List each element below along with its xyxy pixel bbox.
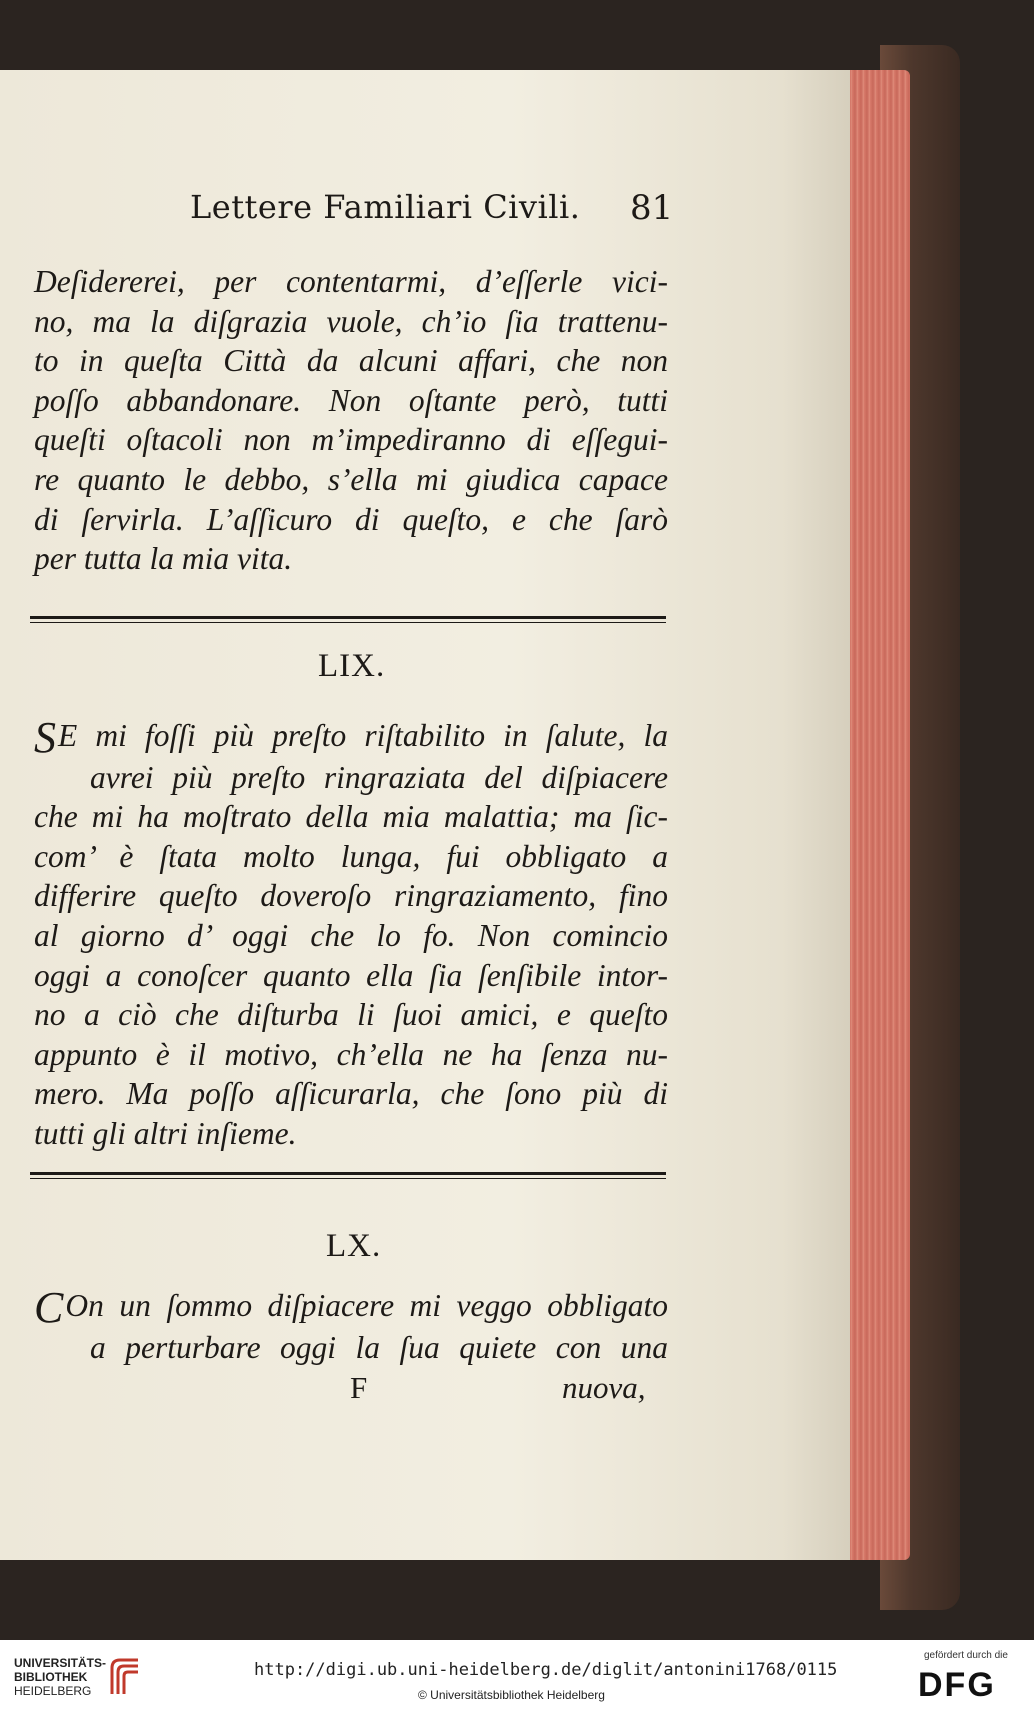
page-number: 81	[630, 188, 674, 228]
continuation-paragraph	[34, 262, 668, 579]
library-name	[14, 1656, 106, 1698]
letter-heading-lix: LIX.	[318, 648, 386, 684]
text-line: queſti oſtacoli non m’impediranno di eſſegui-	[34, 422, 668, 458]
text-line: che mi ha moſtrato della mia malattia; ma ſic-	[34, 799, 668, 835]
text-line: appunto è il motivo, ch’ella ne ha ſenza nu-	[34, 1036, 668, 1072]
text-line: tutti gli altri inſieme.	[34, 1115, 297, 1151]
section-rule	[30, 1172, 666, 1179]
letter-lix-body	[34, 713, 668, 1154]
drop-cap: S	[34, 713, 56, 762]
signature-mark: F	[350, 1370, 368, 1405]
library-name-line: UNIVERSITÄTS-	[14, 1656, 107, 1670]
catchword: nuova,	[562, 1370, 646, 1405]
text-line: re quanto le debbo, s’ella mi giudica capace	[34, 461, 668, 497]
text-line	[34, 1283, 668, 1332]
text-line: differire queſto doveroſo ringraziamento, fino	[34, 878, 668, 914]
funded-by-label: gefördert durch die	[924, 1650, 1008, 1661]
text-line: poſſo abbandonare. Non oſtante però, tutti	[34, 382, 668, 418]
page-edges	[840, 70, 910, 1560]
text-line: com’ è ſtata molto lunga, fui obbligato a	[34, 838, 668, 874]
first-line-text: E mi foſſi più preſto riſtabilito in ſalute, la	[58, 718, 668, 753]
footer-bar	[0, 1640, 1034, 1715]
first-line-text: On un ſommo diſpiacere mi veggo obbligato	[65, 1288, 668, 1323]
permalink-url[interactable]: http://digi.ub.uni-heidelberg.de/diglit/antonini1768/0115	[254, 1660, 838, 1680]
text-line: no a ciò che diſturba li ſuoi amici, e queſto	[34, 997, 668, 1033]
text-line: oggi a conoſcer quanto ella ſia ſenſibile intor-	[34, 957, 668, 993]
text-line: di ſervirla. L’aſſicuro di queſto, e che ſarò	[34, 501, 668, 537]
library-logo-icon	[104, 1654, 144, 1698]
book-page	[0, 70, 850, 1560]
section-rule	[30, 616, 666, 623]
text-line: per tutta la mia vita.	[34, 541, 293, 577]
copyright-notice: © Universitätsbibliothek Heidelberg	[418, 1688, 605, 1702]
running-head: Lettere Familiari Civili.	[190, 188, 581, 226]
letter-lx-body	[34, 1283, 668, 1367]
drop-cap: C	[34, 1283, 64, 1332]
text-line: al giorno d’ oggi che lo fo. Non comincio	[34, 917, 668, 953]
text-line: Deſidererei, per contentarmi, d’eſſerle vici-	[34, 264, 668, 299]
letter-heading-lx: LX.	[326, 1228, 382, 1264]
text-line: mero. Ma poſſo aſſicurarla, che ſono più di	[34, 1076, 668, 1112]
text-line: avrei più preſto ringraziata del diſpiacere	[90, 759, 668, 795]
text-line: no, ma la diſgrazia vuole, ch’io ſia trattenu-	[34, 303, 668, 339]
text-line	[34, 713, 668, 762]
text-line: to in queſta Città da alcuni affari, che non	[34, 343, 668, 379]
library-name-line: HEIDELBERG	[14, 1684, 92, 1698]
text-line: a perturbare oggi la ſua quiete con una	[90, 1329, 668, 1365]
library-name-line: BIBLIOTHEK	[14, 1670, 88, 1684]
dfg-logo: DFG	[918, 1666, 996, 1704]
